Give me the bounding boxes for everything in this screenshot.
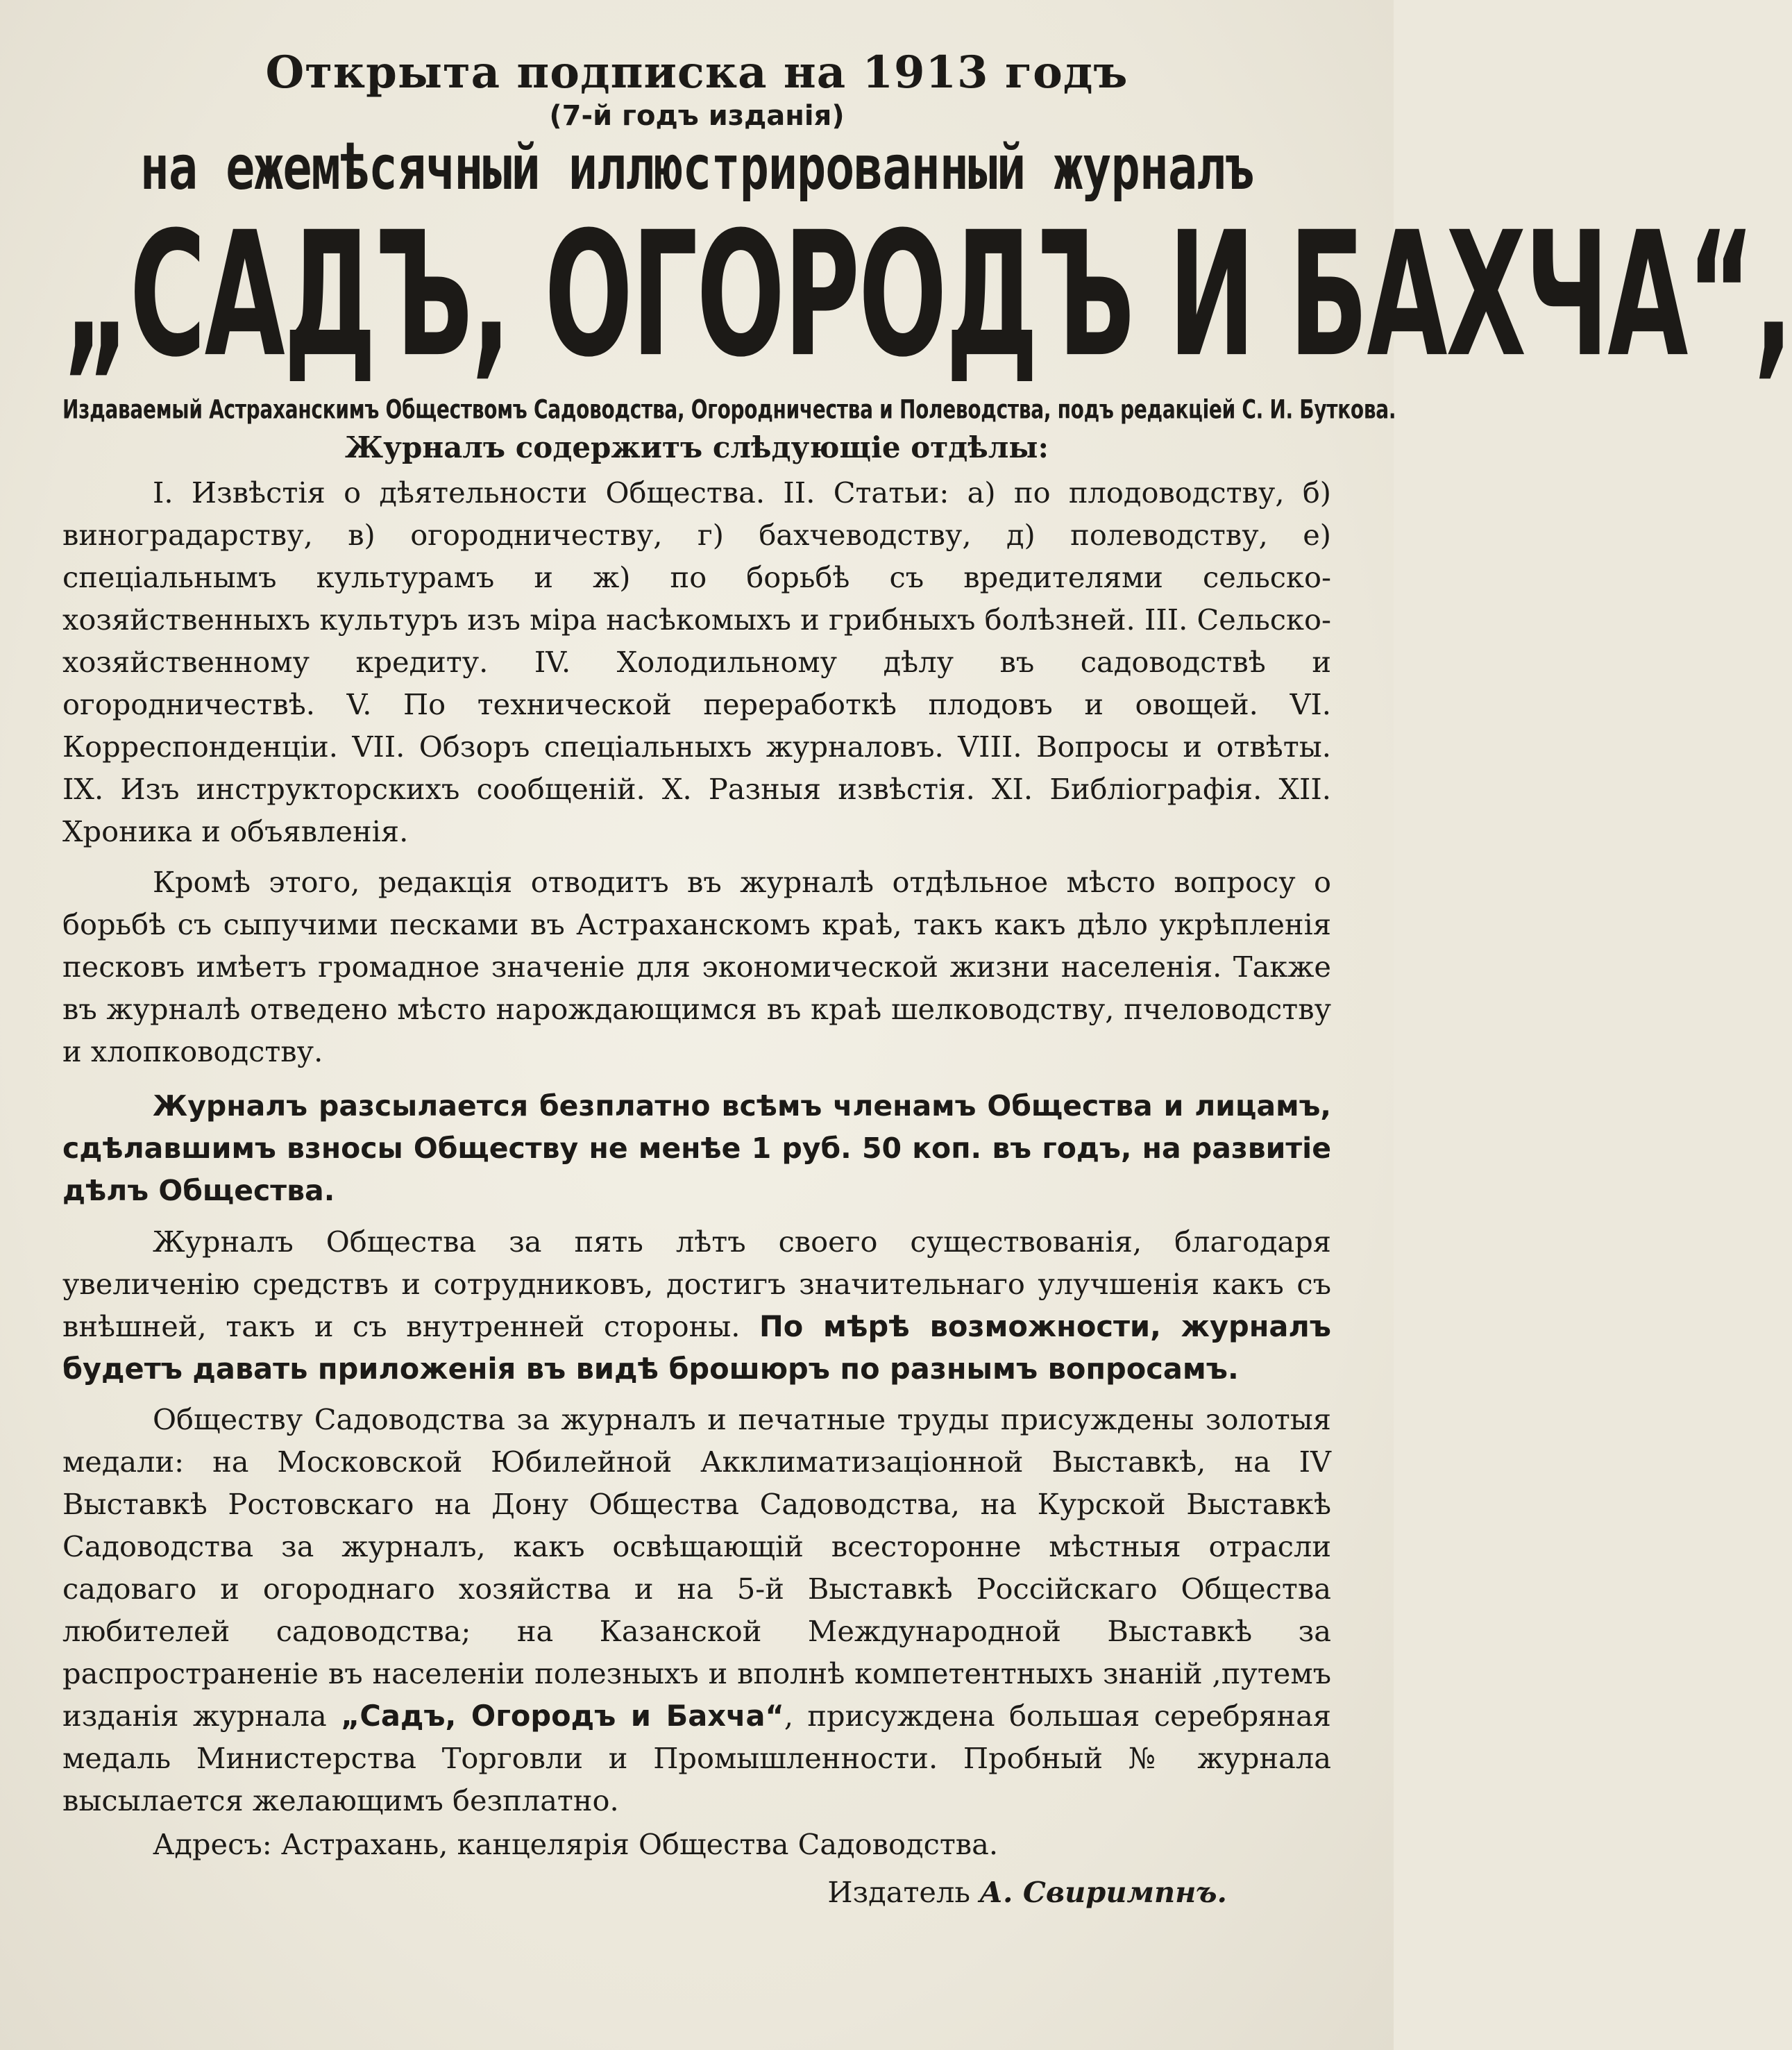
address-line: Адресъ: Астрахань, канцелярія Общества Садоводства. xyxy=(153,1827,999,1862)
monthly-journal-line: на ежемѣсячный иллюстрированный журналъ xyxy=(140,133,1254,204)
publisher-name: А. Свиримпнъ. xyxy=(979,1875,1227,1910)
subscription-headline: Открыта подписка на 1913 годъ xyxy=(265,47,1129,99)
publisher-label: Издатель xyxy=(827,1875,970,1910)
medals-journal-name: „Садъ, Огородъ и Бахча“ xyxy=(341,1699,784,1733)
edition-note: (7-й годъ изданія) xyxy=(549,100,845,133)
publisher-signature xyxy=(62,1871,1331,1913)
free-distribution-notice: Журналъ разсылается безплатно всѣмъ членамъ Общества и лицамъ, сдѣлавшимъ взносы Обществу не менѣе 1 руб. 50 коп. въ годъ, на развитіе дѣлъ Общества. xyxy=(62,1089,1331,1208)
sections-paragraph: I. Извѣстія о дѣятельности Общества. II. Статьи: а) по плодоводству, б) виноградарству, в) огородничеству, г) бахчеводству, д) полеводству, е) спеціальнымъ культурамъ и ж) по борьбѣ съ вредителями сельско-хозяйственныхъ культуръ изъ міра насѣкомыхъ и грибныхъ болѣзней. III. Сельско-хозяйственному кредиту. IV. Холодильному дѣлу въ садоводствѣ и огородничествѣ. V. По технической переработкѣ плодовъ и овощей. VI. Корреспонденціи. VII. Обзоръ спеціальныхъ журналовъ. VIII. Вопросы и отвѣты. IX. Изъ инструкторскихъ сообщеній. X. Разныя извѣстія. XI. Библіографія. XII. Хроника и объявленія. xyxy=(62,476,1331,849)
medals-paragraph xyxy=(62,1398,1331,1822)
contents-heading: Журналъ содержитъ слѣдующіе отдѣлы: xyxy=(344,430,1049,465)
medals-tail: , присуждена большая серебряная медаль Министерства Торговли и Промышленности. Пробный № журнала высылается желающимъ безплатно. xyxy=(62,1699,1331,1818)
progress-paragraph xyxy=(62,1220,1331,1390)
journal-title: „САДЪ, ОГОРОДЪ И БАХЧА“, xyxy=(62,196,1792,396)
publisher-line: Издаваемый Астраханскимъ Обществомъ Садоводства, Огородничества и Полеводства, подъ редакціей С. И. Буткова. xyxy=(62,394,1396,426)
progress-text: Журналъ Общества за пять лѣтъ своего существованія, благодаря увеличенію средствъ и сотрудниковъ, достигъ значительнаго улучшенія какъ съ внѣшней, такъ и съ внутренней стороны. xyxy=(62,1225,1331,1344)
progress-bold-text: По мѣрѣ возможности, журналъ будетъ давать приложенія въ видѣ брошюръ по разнымъ вопросамъ. xyxy=(62,1309,1331,1386)
medals-text: Обществу Садоводства за журналъ и печатные труды присуждены золотыя медали: на Московской Юбилейной Акклиматизаціонной Выставкѣ, на IV Выставкѣ Ростовскаго на Дону Общества Садоводства, на Курской Выставкѣ Садоводства за журналъ, какъ освѣщающій всесторонне мѣстныя отрасли садоваго и огороднаго хозяйства и на 5-й Выставкѣ Россійскаго Общества любителей садоводства; на Казанской Международной Выставкѣ за распространеніе въ населеніи полезныхъ и вполнѣ компетентныхъ знаній ,путемъ изданія журнала xyxy=(62,1402,1331,1733)
sands-paragraph: Кромѣ этого, редакція отводитъ въ журналѣ отдѣльное мѣсто вопросу о борьбѣ съ сыпучими песками въ Астраханскомъ краѣ, такъ какъ дѣло укрѣпленія песковъ имѣетъ громадное значеніе для экономической жизни населенія. Также въ журналѣ отведено мѣсто нарождающимся въ краѣ шелководству, пчеловодству и хлопководству. xyxy=(62,865,1331,1069)
